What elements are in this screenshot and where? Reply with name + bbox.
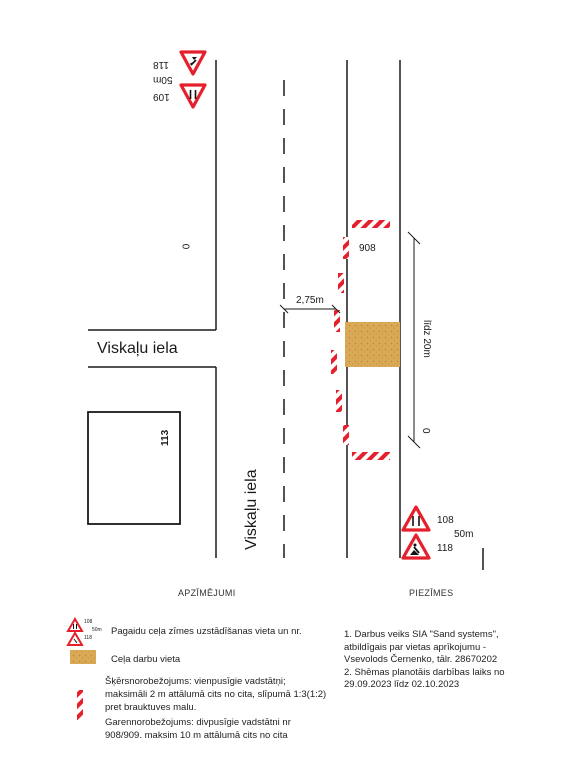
- barrier-upright-2: [338, 273, 344, 293]
- legend-item-signs: Pagaidu ceļa zīmes uzstādīšanas vieta un nr.: [111, 626, 302, 637]
- bottom-sign-118: [403, 535, 429, 558]
- legend-icon-label-108: 108: [84, 619, 93, 625]
- length-dimension: [408, 232, 420, 448]
- barrier-upright-6: [343, 425, 349, 445]
- legend-cross-line-3: pret brauktuves malu.: [105, 702, 197, 713]
- note-line-5: 29.09.2023 līdz 02.10.2023: [344, 679, 460, 690]
- width-dimension: [280, 305, 340, 313]
- barrier-code: 908: [359, 243, 376, 254]
- legend-long-line-2: 908/909. maksim 10 m attālumā cits no cita: [105, 730, 288, 741]
- top-sign-code-118: 118: [153, 59, 169, 70]
- road-lines: [88, 60, 483, 570]
- note-line-2: atbildīgais par vietas aprīkojumu -: [344, 641, 487, 653]
- barrier-bottom: [352, 452, 390, 460]
- note-line-4: 2. Shēmas planotāis darbības laiks no: [344, 666, 505, 678]
- bottom-sign-108: [403, 507, 429, 530]
- legend-icon-label-118: 118: [84, 635, 92, 641]
- note-line-1: 1. Darbus veiks SIA "Sand systems",: [344, 629, 499, 640]
- building-number: 113: [160, 429, 171, 446]
- work-area: [345, 322, 400, 367]
- right-zero-mark: 0: [420, 428, 431, 434]
- street-label-left: Viskaļu iela: [97, 340, 178, 357]
- notes-heading: PIEZĪMES: [409, 588, 454, 598]
- bottom-sign-code-118: 118: [437, 543, 453, 554]
- bottom-sign-distance: 50m: [454, 529, 474, 540]
- legend-cross-line-2: maksimāli 2 m attālumā cits no cita, slīpumā 1:3(1:2): [105, 689, 327, 700]
- legend-icon-label-50m: 50m: [92, 627, 102, 633]
- building-113: [88, 412, 180, 524]
- legend-long-line-1: Garennorobežojums: divpusīgie vadstātni nr: [105, 717, 291, 728]
- top-sign-118: [181, 52, 205, 74]
- notes-block: [344, 629, 505, 692]
- length-dimension-label: līdz 20m: [421, 320, 432, 358]
- barrier-upright-1: [343, 237, 349, 259]
- top-sign-distance: 50m: [153, 74, 173, 85]
- width-dimension-label: 2,75m: [296, 295, 324, 306]
- top-sign-109: [181, 85, 205, 107]
- legend-item-cross-barrier: [105, 675, 326, 714]
- barrier-upright-5: [336, 390, 342, 412]
- note-line-3: Vsevolods Černenko, tālr. 28670202: [344, 654, 498, 665]
- top-zero-mark: 0: [181, 243, 193, 250]
- bottom-sign-code-108: 108: [437, 515, 454, 526]
- legend-heading: APZĪMĒJUMI: [178, 588, 236, 598]
- legend-item-long-barrier: [105, 716, 291, 742]
- top-sign-code-109: 109: [153, 91, 170, 102]
- barrier-upright-3: [334, 310, 340, 332]
- barrier-top: [352, 220, 390, 228]
- legend-cross-barrier: [77, 690, 83, 720]
- legend-item-work-area: Ceļa darbu vieta: [111, 654, 181, 665]
- legend-sign-icon: [68, 619, 82, 645]
- barrier-upright-4: [331, 350, 337, 374]
- legend-work-area-swatch: [70, 650, 96, 664]
- street-label-vertical: Viskaļu iela: [243, 469, 260, 550]
- legend-cross-line-1: Šķērsnorobežojums: vienpusīgie vadstātņi;: [105, 676, 286, 687]
